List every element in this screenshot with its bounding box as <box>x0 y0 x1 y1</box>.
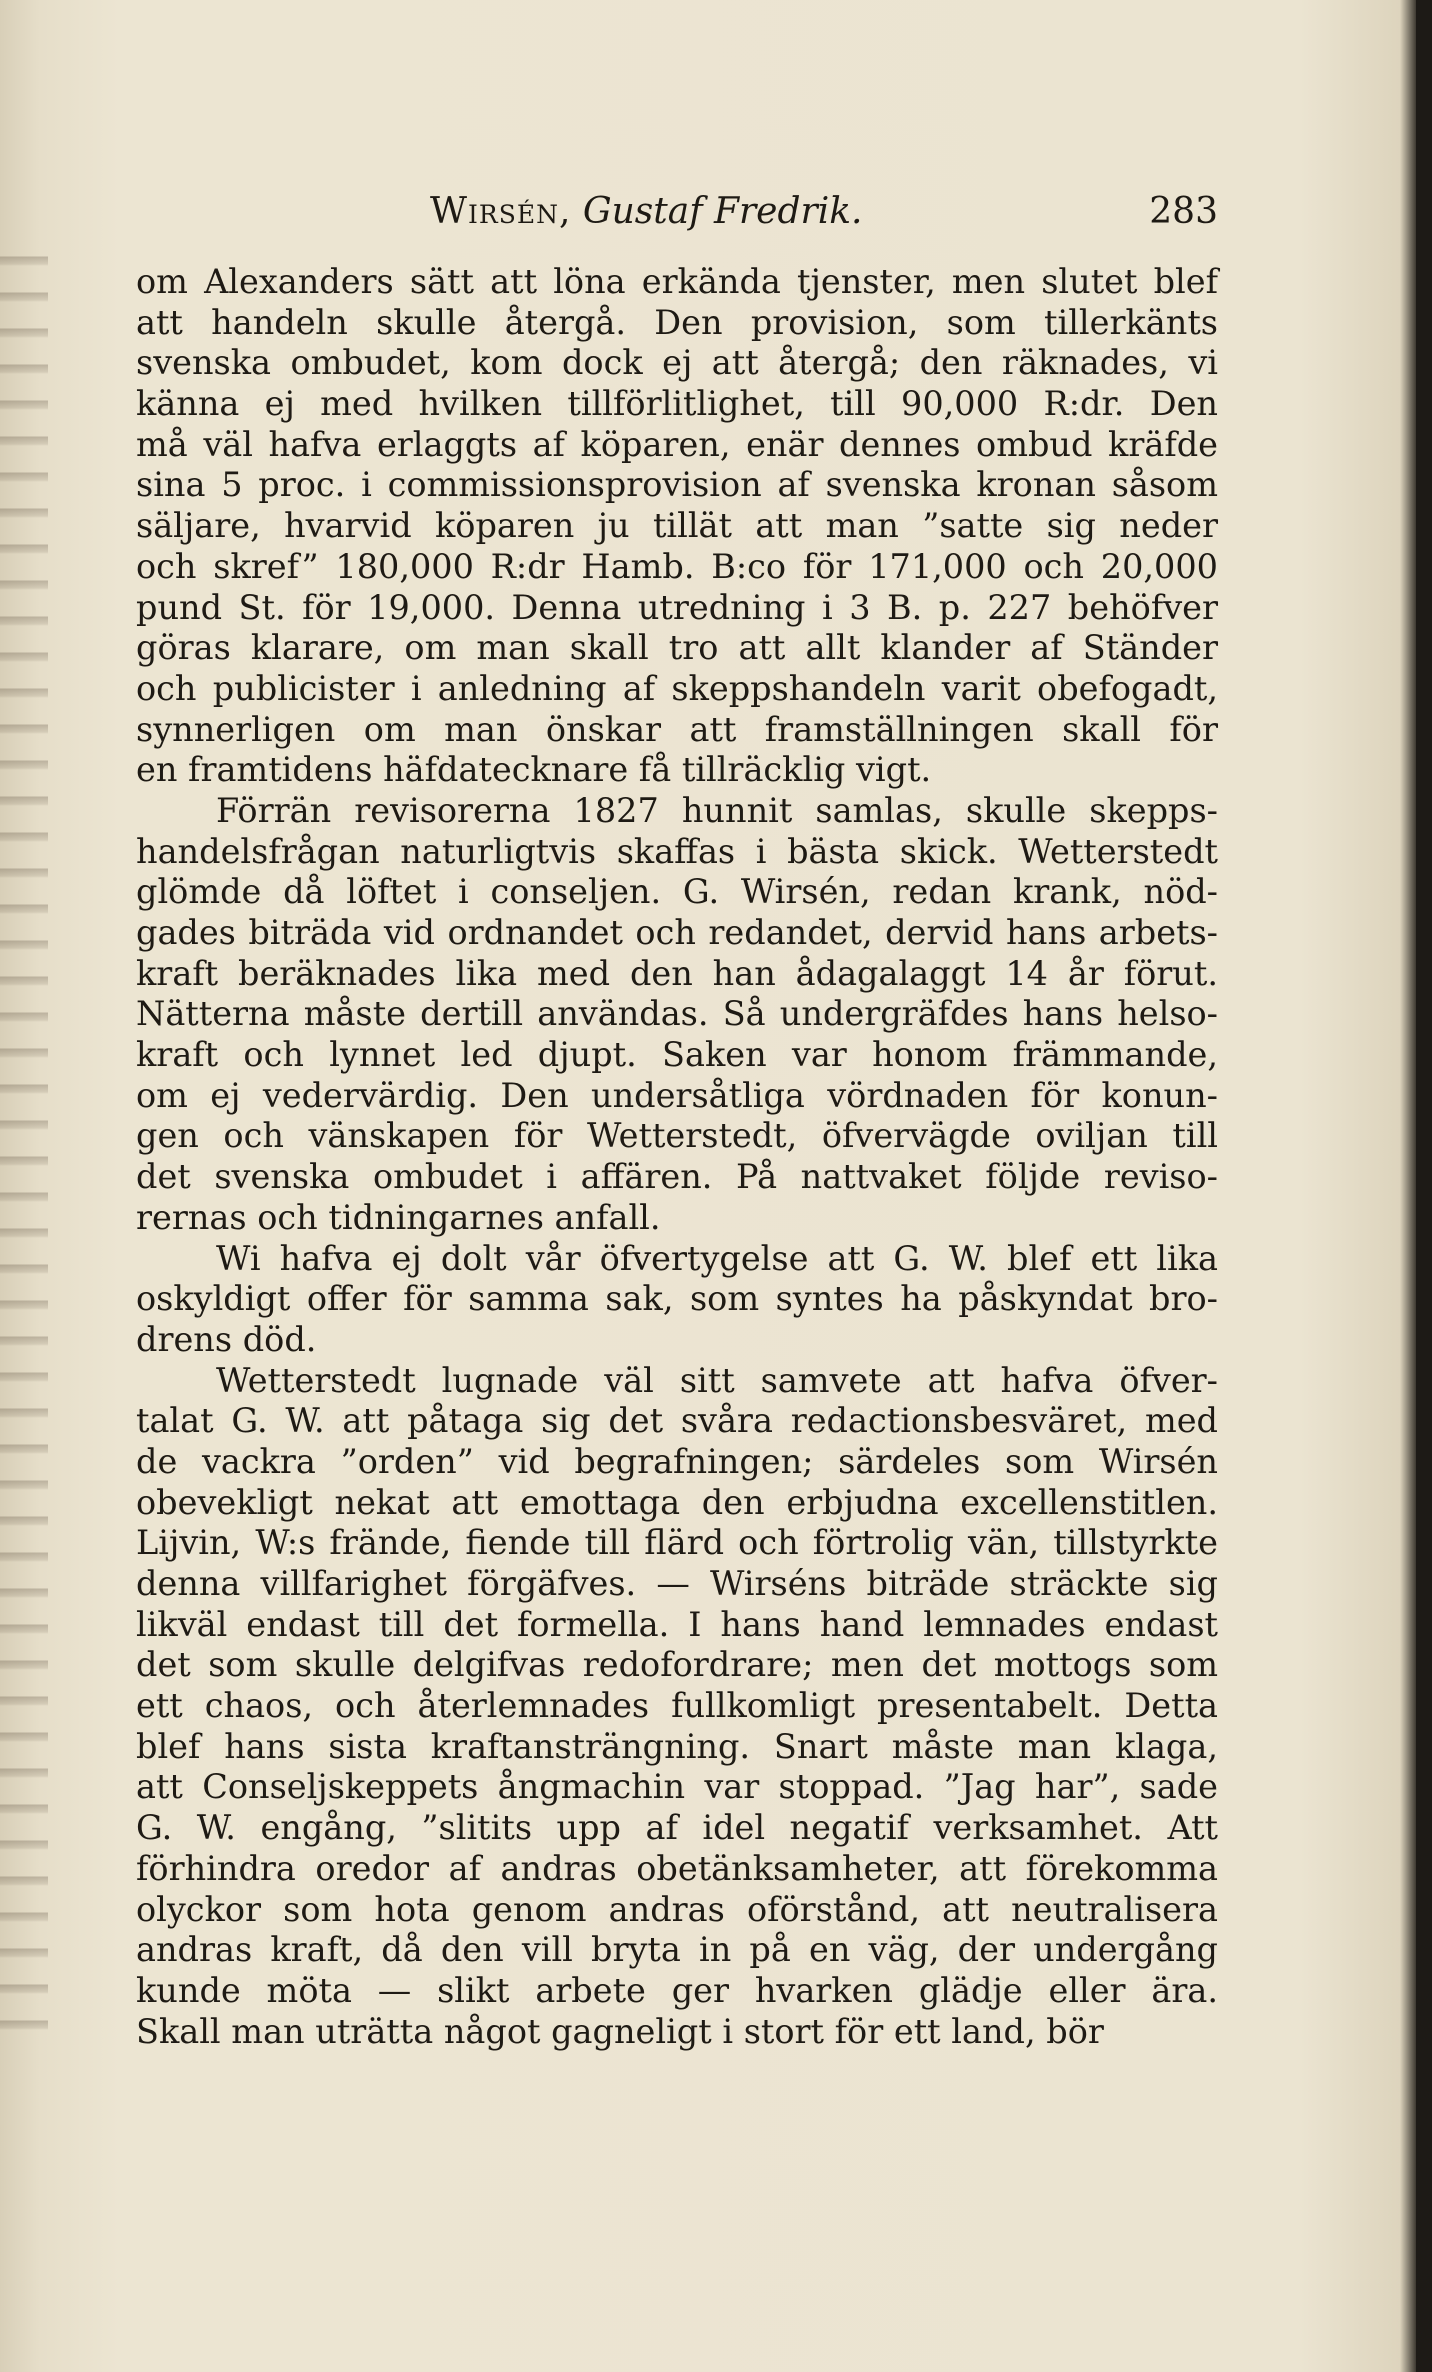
text-line: och publicister i anledning af skeppshandeln varit obefogadt, <box>136 668 1218 708</box>
text-line: andras kraft, då den vill bryta in på en väg, der undergång <box>136 1930 1218 1970</box>
paragraph <box>136 1239 1218 1361</box>
text-line: gen och vänskapen för Wetterstedt, öfvervägde oviljan till <box>136 1116 1218 1156</box>
text-line: blef hans sista kraftansträngning. Snart måste man klaga, <box>136 1726 1218 1766</box>
text-line: sina 5 proc. i commissionsprovision af svenska kronan såsom <box>136 465 1218 505</box>
text-line: drens död. <box>136 1319 317 1359</box>
text-line: må väl hafva erlaggts af köparen, enär dennes ombud kräfde <box>136 424 1218 464</box>
text-line: Skall man uträtta något gagneligt i stort för ett land, bör <box>136 2011 1104 2051</box>
text-line: gades biträda vid ordnandet och redandet, dervid hans arbets- <box>136 913 1218 952</box>
paragraph <box>136 791 1218 1239</box>
text-line: rernas och tidningarnes anfall. <box>136 1197 661 1237</box>
author-given-names: Gustaf Fredrik. <box>582 191 863 232</box>
text-line: det svenska ombudet i affären. På nattvaket följde reviso- <box>136 1157 1218 1197</box>
text-line: Förrän revisorerna 1827 hunnit samlas, skulle skepps- <box>216 790 1218 830</box>
text-line: Wetterstedt lugnade väl sitt samvete att hafva öfver- <box>216 1360 1218 1400</box>
text-line: kraft och lynnet led djupt. Saken var honom främmande, <box>136 1035 1218 1075</box>
text-line: att handeln skulle återgå. Den provision, som tillerkänts <box>136 302 1218 342</box>
text-line: kraft beräknades lika med den han ådagalaggt 14 år förut. <box>136 953 1218 993</box>
text-line: talat G. W. att påtaga sig det svåra redactionsbesväret, med <box>136 1401 1218 1441</box>
text-line: förhindra oredor af andras obetänksamheter, att förekomma <box>136 1848 1218 1888</box>
text-line: göras klarare, om man skall tro att allt klander af Ständer <box>136 628 1218 668</box>
text-line: obevekligt nekat att emottaga den erbjudna excellenstitlen. <box>136 1482 1218 1522</box>
text-line: att Conseljskeppets ångmachin var stoppad. ”Jag har”, sade <box>136 1767 1218 1807</box>
body-text <box>136 262 1218 2052</box>
text-line: kunde möta — slikt arbete ger hvarken glädje eller ära. <box>136 1970 1218 2010</box>
paragraph <box>136 1361 1218 2053</box>
text-line: ett chaos, och återlemnades fullkomligt presentabelt. Detta <box>136 1686 1218 1726</box>
text-line: glömde då löftet i conseljen. G. Wirsén, redan krank, nöd- <box>136 872 1218 912</box>
text-line: G. W. engång, ”slitits upp af idel negatif verksamhet. Att <box>136 1808 1218 1848</box>
author-surname: Wirsén, <box>430 191 572 232</box>
text-line: synnerligen om man önskar att framställningen skall för <box>136 709 1218 749</box>
text-line: om Alexanders sätt att löna erkända tjenster, men slutet blef <box>136 262 1218 301</box>
text-line: Nätterna måste dertill användas. Så undergräfdes hans helso- <box>136 994 1218 1034</box>
page-number: 283 <box>1149 191 1218 232</box>
running-header <box>430 186 1218 238</box>
text-line: säljare, hvarvid köparen ju tillät att man ”satte sig neder <box>136 506 1218 546</box>
text-line: oskyldigt offer för samma sak, som syntes ha påskyndat bro- <box>136 1279 1218 1319</box>
text-line: Lijvin, W:s frände, fiende till flärd och förtrolig vän, tillstyrkte <box>136 1523 1218 1563</box>
running-title <box>430 186 863 238</box>
paragraph <box>136 262 1218 791</box>
text-line: olyckor som hota genom andras oförstånd, att neutralisera <box>136 1889 1218 1929</box>
text-line: denna villfarighet förgäfves. — Wirséns biträde sträckte sig <box>136 1564 1218 1603</box>
text-line: pund St. för 19,000. Denna utredning i 3 B. p. 227 behöfver <box>136 587 1218 627</box>
text-line: Wi hafva ej dolt vår öfvertygelse att G. W. blef ett lika <box>216 1238 1218 1278</box>
scan-border <box>1416 0 1432 2372</box>
text-line: handelsfrågan naturligtvis skaffas i bästa skick. Wetterstedt <box>136 831 1218 871</box>
text-line: likväl endast till det formella. I hans hand lemnades endast <box>136 1604 1218 1644</box>
text-line: de vackra ”orden” vid begrafningen; särdeles som Wirsén <box>136 1441 1218 1481</box>
facing-page-edge <box>0 230 48 2030</box>
text-line: om ej vedervärdig. Den undersåtliga vördnaden för konun- <box>136 1075 1218 1115</box>
text-line: känna ej med hvilken tillförlitlighet, till 90,000 R:dr. Den <box>136 384 1218 424</box>
text-line: det som skulle delgifvas redofordrare; men det mottogs som <box>136 1645 1218 1685</box>
text-line: en framtidens häfdatecknare få tillräcklig vigt. <box>136 750 932 790</box>
text-line: och skref” 180,000 R:dr Hamb. B:co för 171,000 och 20,000 <box>136 546 1218 586</box>
text-line: svenska ombudet, kom dock ej att återgå; den räknades, vi <box>136 343 1218 383</box>
